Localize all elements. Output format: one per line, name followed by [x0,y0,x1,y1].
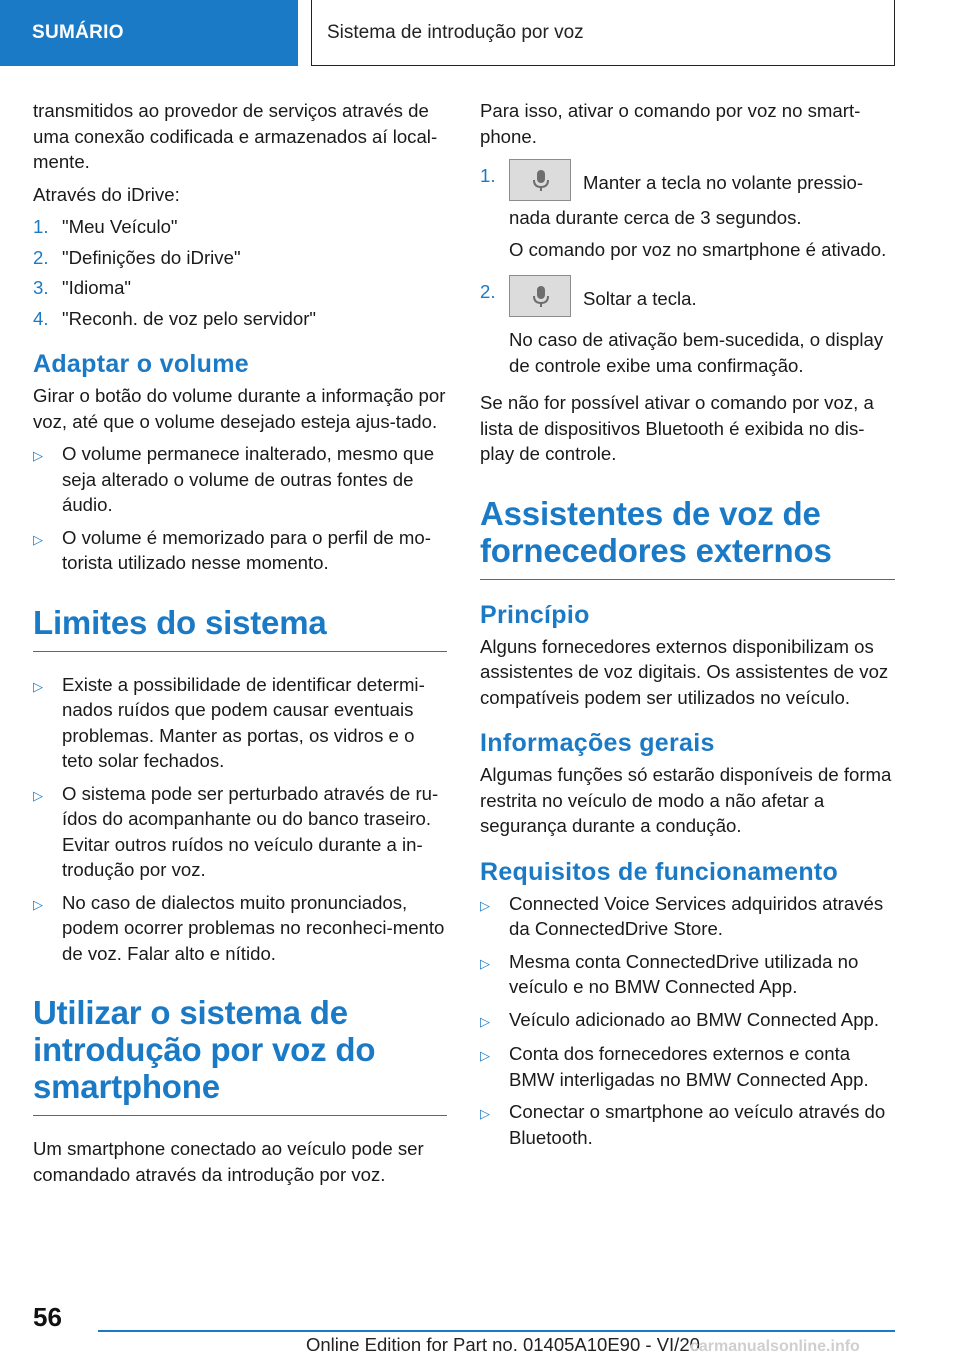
footer-divider [98,1330,895,1332]
list-item [33,672,447,774]
requirements-heading: Requisitos de funcionamento [480,857,839,886]
general-info-paragraph: Algumas funções só estarão disponíveis de forma restrita no veículo de modo a não afetar a segurança durante a condução. [480,764,892,836]
list-item [33,890,447,967]
microphone-button-image [509,275,571,317]
step-number: 1. [480,165,496,186]
triangle-right-outline-icon: ▷ [33,787,43,803]
activate-paragraph: Para isso, ativar o comando por voz no smart-phone. [480,100,861,147]
list-item [33,525,447,576]
step-text: "Idioma" [62,277,132,298]
step-note: O comando por voz no smartphone é ativado. [509,238,887,260]
list-item [480,1099,895,1150]
step-number: 4. [33,307,49,329]
chapter-title-tab[interactable]: Sistema de introdução por voz [311,0,895,66]
list-item [480,163,895,269]
assistants-heading: Assistentes de voz de fornecedores externos [480,495,895,580]
step-text: "Reconh. de voz pelo servidor" [62,307,317,329]
list-item [480,891,895,942]
idrive-steps-list [33,214,447,331]
step-number: 2. [480,281,496,302]
principle-heading: Princípio [480,600,590,629]
volume-paragraph: Girar o botão do volume durante a informação por voz, até que o volume desejado esteja ajus-tado. [33,385,446,432]
step-number: 1. [33,216,49,237]
list-item [480,1007,895,1035]
triangle-right-outline-icon: ▷ [480,1106,490,1121]
microphone-icon [533,286,549,308]
smartphone-heading: Utilizar o sistema de introdução por voz do smartphone [33,994,447,1116]
list-item [480,949,895,1000]
left-column [33,98,447,1194]
list-item [480,1041,895,1092]
bullet-text: Conta dos fornecedores externos e conta BMW interligadas no BMW Connected App. [509,1043,869,1090]
step-text: Soltar a tecla. [583,287,697,309]
step-text: "Meu Veículo" [62,216,178,237]
bullet-text: O volume é memorizado para o perfil de mo-torista utilizado nesse momento. [62,526,431,573]
list-item [33,245,447,271]
microphone-icon [533,170,549,192]
list-item [33,275,447,301]
bullet-text: No caso de dialectos muito pronunciados, podem ocorrer problemas no reconheci-mento de voz. Falar alto e nítido. [62,891,445,964]
triangle-right-outline-icon: ▷ [480,1048,490,1063]
intro-paragraph: transmitidos ao provedor de serviços através de uma conexão codificada e armazenados aí local-mente. [33,100,438,172]
page-header [0,0,960,66]
list-item [33,306,447,332]
triangle-right-outline-icon: ▷ [480,897,490,913]
triangle-right-outline-icon: ▷ [33,896,43,912]
microphone-button-image [509,159,571,201]
limits-heading: Limites do sistema [33,604,447,652]
bullet-text: Mesma conta ConnectedDrive utilizada no veículo e no BMW Connected App. [509,950,859,997]
general-info-heading: Informações gerais [480,729,715,757]
triangle-right-outline-icon: ▷ [33,678,43,694]
step-note: No caso de ativação bem-sucedida, o display de controle exibe uma confirmação. [509,329,884,376]
list-item [33,441,447,518]
triangle-right-outline-icon: ▷ [480,955,490,971]
step-number: 2. [33,246,49,268]
triangle-right-outline-icon: ▷ [33,448,43,463]
triangle-right-outline-icon: ▷ [480,1013,490,1029]
idrive-label: Através do iDrive: [33,183,180,205]
bullet-text: Existe a possibilidade de identificar determi-nados ruídos que podem causar eventuais problemas. Manter as portas, os vidros e o teto solar fechados. [62,673,425,771]
bullet-text: O volume permanece inalterado, mesmo que seja alterado o volume de outras fontes de áudio. [62,443,435,515]
step-number: 3. [33,277,49,298]
fallback-paragraph: Se não for possível ativar o comando por voz, a lista de dispositivos Bluetooth é exibida no dis-play de controle. [480,392,874,464]
list-item [33,781,447,883]
smartphone-paragraph: Um smartphone conectado ao veículo pode ser comandado através da introdução por voz. [33,1138,424,1185]
step-text: "Definições do iDrive" [62,246,241,268]
page-number: 56 [33,1302,62,1332]
watermark: carmanualsonline.info [690,1338,860,1355]
volume-heading: Adaptar o volume [33,350,249,378]
bullet-text: O sistema pode ser perturbado através de ru-ídos do acompanhante ou do banco traseiro. Evitar outros ruídos no veículo durante a in-trodução por voz. [62,782,439,880]
triangle-right-outline-icon: ▷ [33,531,43,547]
summary-tab[interactable]: SUMÁRIO [0,0,298,66]
bullet-text: Veículo adicionado ao BMW Connected App. [509,1008,880,1030]
edition-text: Online Edition for Part no. 01405A10E90 - VI/20 [306,1334,700,1355]
bullet-text: Connected Voice Services adquiridos através da ConnectedDrive Store. [509,892,884,939]
list-item [480,279,895,385]
principle-paragraph: Alguns fornecedores externos disponibilizam os assistentes de voz digitais. Os assistentes de voz compatíveis podem ser utilizados no veículo. [480,635,889,708]
step-text: Manter a tecla no volante pressio-nada durante cerca de 3 segundos. [509,171,864,228]
bullet-text: Conectar o smartphone ao veículo através do Bluetooth. [509,1101,886,1148]
list-item [33,214,447,240]
right-column [480,98,895,1157]
